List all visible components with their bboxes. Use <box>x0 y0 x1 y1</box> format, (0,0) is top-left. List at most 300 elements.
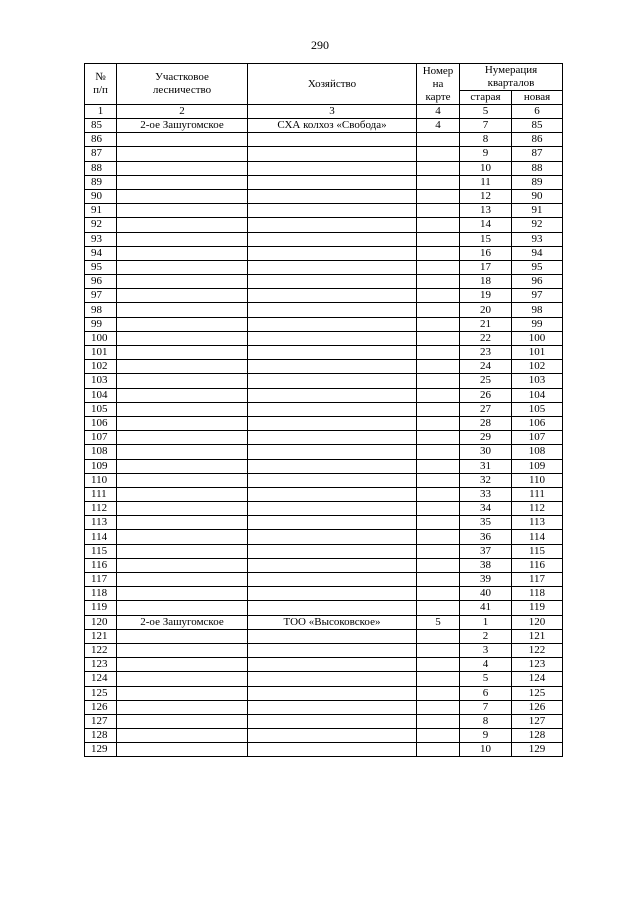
map-number-cell <box>417 189 460 203</box>
holding-cell <box>248 558 417 572</box>
row-number-cell: 113 <box>85 516 117 530</box>
row-number-cell: 87 <box>85 147 117 161</box>
map-number-cell <box>417 516 460 530</box>
new-quarter-cell: 99 <box>512 317 563 331</box>
forestry-cell <box>117 558 248 572</box>
header-old: старая <box>460 91 512 105</box>
row-number-cell: 98 <box>85 303 117 317</box>
new-quarter-cell: 102 <box>512 360 563 374</box>
old-quarter-cell: 12 <box>460 189 512 203</box>
old-quarter-cell: 18 <box>460 275 512 289</box>
new-quarter-cell: 97 <box>512 289 563 303</box>
row-number-cell: 86 <box>85 133 117 147</box>
table-row <box>85 119 563 133</box>
map-number-cell <box>417 374 460 388</box>
row-number-cell: 110 <box>85 473 117 487</box>
holding-cell <box>248 246 417 260</box>
table-row <box>85 445 563 459</box>
table-row <box>85 558 563 572</box>
old-quarter-cell: 10 <box>460 161 512 175</box>
row-number-cell: 123 <box>85 658 117 672</box>
map-number-cell <box>417 729 460 743</box>
holding-cell <box>248 331 417 345</box>
row-number-cell: 129 <box>85 743 117 757</box>
forestry-cell <box>117 629 248 643</box>
forestry-cell <box>117 459 248 473</box>
forestry-cell <box>117 445 248 459</box>
new-quarter-cell: 123 <box>512 658 563 672</box>
new-quarter-cell: 94 <box>512 246 563 260</box>
row-number-cell: 94 <box>85 246 117 260</box>
table-row <box>85 232 563 246</box>
column-number: 1 <box>85 105 117 119</box>
row-number-cell: 88 <box>85 161 117 175</box>
new-quarter-cell: 88 <box>512 161 563 175</box>
table-row <box>85 204 563 218</box>
map-number-cell <box>417 544 460 558</box>
column-number: 4 <box>417 105 460 119</box>
map-number-cell <box>417 672 460 686</box>
holding-cell <box>248 260 417 274</box>
map-number-cell <box>417 388 460 402</box>
map-number-cell <box>417 558 460 572</box>
map-number-cell <box>417 331 460 345</box>
map-number-cell <box>417 133 460 147</box>
map-number-cell <box>417 643 460 657</box>
row-number-cell: 107 <box>85 431 117 445</box>
holding-cell <box>248 189 417 203</box>
old-quarter-cell: 2 <box>460 629 512 643</box>
table-row <box>85 587 563 601</box>
table-row <box>85 161 563 175</box>
row-number-cell: 116 <box>85 558 117 572</box>
row-number-cell: 117 <box>85 573 117 587</box>
new-quarter-cell: 95 <box>512 260 563 274</box>
table-row <box>85 260 563 274</box>
old-quarter-cell: 4 <box>460 658 512 672</box>
forestry-cell <box>117 700 248 714</box>
holding-cell <box>248 218 417 232</box>
old-quarter-cell: 26 <box>460 388 512 402</box>
table-row <box>85 388 563 402</box>
row-number-cell: 100 <box>85 331 117 345</box>
old-quarter-cell: 35 <box>460 516 512 530</box>
row-number-cell: 96 <box>85 275 117 289</box>
table-row <box>85 175 563 189</box>
table-row <box>85 473 563 487</box>
new-quarter-cell: 121 <box>512 629 563 643</box>
old-quarter-cell: 17 <box>460 260 512 274</box>
row-number-cell: 127 <box>85 714 117 728</box>
map-number-cell <box>417 303 460 317</box>
holding-cell: ТОО «Высоковское» <box>248 615 417 629</box>
new-quarter-cell: 93 <box>512 232 563 246</box>
new-quarter-cell: 114 <box>512 530 563 544</box>
holding-cell <box>248 714 417 728</box>
row-number-cell: 97 <box>85 289 117 303</box>
table-row <box>85 714 563 728</box>
map-number-cell <box>417 502 460 516</box>
new-quarter-cell: 90 <box>512 189 563 203</box>
table-row <box>85 672 563 686</box>
old-quarter-cell: 1 <box>460 615 512 629</box>
quarters-table <box>84 63 563 757</box>
forestry-cell <box>117 388 248 402</box>
old-quarter-cell: 9 <box>460 147 512 161</box>
table-row <box>85 189 563 203</box>
table-row <box>85 374 563 388</box>
forestry-cell <box>117 374 248 388</box>
forestry-cell: 2-ое Зашугомское <box>117 615 248 629</box>
new-quarter-cell: 85 <box>512 119 563 133</box>
table-row <box>85 502 563 516</box>
table-row <box>85 700 563 714</box>
forestry-cell <box>117 473 248 487</box>
map-number-cell <box>417 246 460 260</box>
row-number-cell: 85 <box>85 119 117 133</box>
new-quarter-cell: 108 <box>512 445 563 459</box>
page-number: 290 <box>311 38 329 52</box>
row-number-cell: 118 <box>85 587 117 601</box>
table-row <box>85 743 563 757</box>
holding-cell <box>248 672 417 686</box>
old-quarter-cell: 32 <box>460 473 512 487</box>
forestry-cell <box>117 402 248 416</box>
column-numbers-row <box>85 105 563 119</box>
header-map-number: Номер на карте <box>417 64 460 105</box>
new-quarter-cell: 89 <box>512 175 563 189</box>
forestry-cell <box>117 260 248 274</box>
row-number-cell: 93 <box>85 232 117 246</box>
table-header <box>85 64 563 119</box>
forestry-cell <box>117 218 248 232</box>
new-quarter-cell: 98 <box>512 303 563 317</box>
table-row <box>85 218 563 232</box>
new-quarter-cell: 100 <box>512 331 563 345</box>
row-number-cell: 126 <box>85 700 117 714</box>
forestry-cell <box>117 175 248 189</box>
old-quarter-cell: 11 <box>460 175 512 189</box>
old-quarter-cell: 7 <box>460 119 512 133</box>
table-body <box>85 119 563 757</box>
table-row <box>85 402 563 416</box>
row-number-cell: 112 <box>85 502 117 516</box>
new-quarter-cell: 103 <box>512 374 563 388</box>
row-number-cell: 102 <box>85 360 117 374</box>
map-number-cell <box>417 487 460 501</box>
holding-cell <box>248 686 417 700</box>
map-number-cell: 5 <box>417 615 460 629</box>
table-row <box>85 360 563 374</box>
holding-cell <box>248 346 417 360</box>
table-row <box>85 459 563 473</box>
new-quarter-cell: 106 <box>512 416 563 430</box>
forestry-cell <box>117 686 248 700</box>
new-quarter-cell: 115 <box>512 544 563 558</box>
header-quarter-numbering: Нумерация кварталов <box>460 64 563 91</box>
forestry-cell <box>117 232 248 246</box>
header-forestry: Участковое лесничество <box>117 64 248 105</box>
map-number-cell <box>417 161 460 175</box>
new-quarter-cell: 117 <box>512 573 563 587</box>
holding-cell <box>248 643 417 657</box>
new-quarter-cell: 86 <box>512 133 563 147</box>
table-row <box>85 147 563 161</box>
new-quarter-cell: 122 <box>512 643 563 657</box>
holding-cell <box>248 232 417 246</box>
map-number-cell <box>417 275 460 289</box>
new-quarter-cell: 112 <box>512 502 563 516</box>
row-number-cell: 105 <box>85 402 117 416</box>
holding-cell <box>248 487 417 501</box>
table-row <box>85 729 563 743</box>
map-number-cell <box>417 459 460 473</box>
holding-cell <box>248 431 417 445</box>
row-number-cell: 104 <box>85 388 117 402</box>
row-number-cell: 101 <box>85 346 117 360</box>
holding-cell <box>248 147 417 161</box>
row-number-cell: 90 <box>85 189 117 203</box>
holding-cell <box>248 175 417 189</box>
row-number-cell: 122 <box>85 643 117 657</box>
old-quarter-cell: 16 <box>460 246 512 260</box>
old-quarter-cell: 25 <box>460 374 512 388</box>
map-number-cell <box>417 416 460 430</box>
forestry-cell <box>117 544 248 558</box>
forestry-cell <box>117 743 248 757</box>
map-number-cell <box>417 431 460 445</box>
map-number-cell <box>417 346 460 360</box>
old-quarter-cell: 24 <box>460 360 512 374</box>
forestry-cell <box>117 275 248 289</box>
column-number: 5 <box>460 105 512 119</box>
forestry-cell <box>117 502 248 516</box>
map-number-cell <box>417 289 460 303</box>
forestry-cell <box>117 246 248 260</box>
map-number-cell <box>417 658 460 672</box>
forestry-cell <box>117 573 248 587</box>
new-quarter-cell: 110 <box>512 473 563 487</box>
new-quarter-cell: 111 <box>512 487 563 501</box>
holding-cell <box>248 573 417 587</box>
table-row <box>85 246 563 260</box>
holding-cell <box>248 445 417 459</box>
old-quarter-cell: 5 <box>460 672 512 686</box>
new-quarter-cell: 105 <box>512 402 563 416</box>
forestry-cell <box>117 643 248 657</box>
map-number-cell <box>417 700 460 714</box>
old-quarter-cell: 6 <box>460 686 512 700</box>
old-quarter-cell: 20 <box>460 303 512 317</box>
forestry-cell: 2-ое Зашугомское <box>117 119 248 133</box>
column-number: 2 <box>117 105 248 119</box>
map-number-cell <box>417 232 460 246</box>
map-number-cell <box>417 743 460 757</box>
new-quarter-cell: 96 <box>512 275 563 289</box>
forestry-cell <box>117 672 248 686</box>
row-number-cell: 103 <box>85 374 117 388</box>
table-row <box>85 615 563 629</box>
holding-cell <box>248 459 417 473</box>
holding-cell <box>248 473 417 487</box>
table-row <box>85 275 563 289</box>
map-number-cell <box>417 317 460 331</box>
old-quarter-cell: 40 <box>460 587 512 601</box>
table-row <box>85 658 563 672</box>
new-quarter-cell: 129 <box>512 743 563 757</box>
old-quarter-cell: 38 <box>460 558 512 572</box>
forestry-cell <box>117 416 248 430</box>
new-quarter-cell: 116 <box>512 558 563 572</box>
forestry-cell <box>117 346 248 360</box>
old-quarter-cell: 30 <box>460 445 512 459</box>
map-number-cell <box>417 204 460 218</box>
holding-cell <box>248 303 417 317</box>
table-row <box>85 317 563 331</box>
table-row <box>85 289 563 303</box>
old-quarter-cell: 27 <box>460 402 512 416</box>
table-row <box>85 629 563 643</box>
header-new: новая <box>512 91 563 105</box>
row-number-cell: 114 <box>85 530 117 544</box>
holding-cell <box>248 544 417 558</box>
header-holding: Хозяйство <box>248 64 417 105</box>
holding-cell <box>248 502 417 516</box>
new-quarter-cell: 109 <box>512 459 563 473</box>
new-quarter-cell: 92 <box>512 218 563 232</box>
map-number-cell <box>417 360 460 374</box>
old-quarter-cell: 31 <box>460 459 512 473</box>
map-number-cell <box>417 473 460 487</box>
table-row <box>85 133 563 147</box>
map-number-cell <box>417 402 460 416</box>
new-quarter-cell: 91 <box>512 204 563 218</box>
map-number-cell <box>417 445 460 459</box>
forestry-cell <box>117 289 248 303</box>
forestry-cell <box>117 601 248 615</box>
old-quarter-cell: 23 <box>460 346 512 360</box>
holding-cell <box>248 601 417 615</box>
table-row <box>85 530 563 544</box>
map-number-cell <box>417 573 460 587</box>
row-number-cell: 128 <box>85 729 117 743</box>
holding-cell <box>248 133 417 147</box>
forestry-cell <box>117 161 248 175</box>
holding-cell <box>248 629 417 643</box>
map-number-cell <box>417 601 460 615</box>
holding-cell <box>248 700 417 714</box>
table-row <box>85 487 563 501</box>
old-quarter-cell: 29 <box>460 431 512 445</box>
forestry-cell <box>117 147 248 161</box>
old-quarter-cell: 33 <box>460 487 512 501</box>
old-quarter-cell: 22 <box>460 331 512 345</box>
forestry-cell <box>117 189 248 203</box>
table-row <box>85 643 563 657</box>
holding-cell <box>248 658 417 672</box>
holding-cell: СХА колхоз «Свобода» <box>248 119 417 133</box>
new-quarter-cell: 104 <box>512 388 563 402</box>
new-quarter-cell: 124 <box>512 672 563 686</box>
row-number-cell: 99 <box>85 317 117 331</box>
map-number-cell <box>417 147 460 161</box>
forestry-cell <box>117 658 248 672</box>
map-number-cell <box>417 530 460 544</box>
forestry-cell <box>117 133 248 147</box>
holding-cell <box>248 388 417 402</box>
new-quarter-cell: 118 <box>512 587 563 601</box>
new-quarter-cell: 87 <box>512 147 563 161</box>
row-number-cell: 121 <box>85 629 117 643</box>
row-number-cell: 106 <box>85 416 117 430</box>
row-number-cell: 95 <box>85 260 117 274</box>
old-quarter-cell: 14 <box>460 218 512 232</box>
forestry-cell <box>117 303 248 317</box>
table-row <box>85 331 563 345</box>
holding-cell <box>248 289 417 303</box>
new-quarter-cell: 126 <box>512 700 563 714</box>
map-number-cell <box>417 260 460 274</box>
map-number-cell <box>417 629 460 643</box>
row-number-cell: 120 <box>85 615 117 629</box>
new-quarter-cell: 101 <box>512 346 563 360</box>
holding-cell <box>248 587 417 601</box>
holding-cell <box>248 729 417 743</box>
row-number-cell: 124 <box>85 672 117 686</box>
forestry-cell <box>117 331 248 345</box>
forestry-cell <box>117 487 248 501</box>
row-number-cell: 111 <box>85 487 117 501</box>
forestry-cell <box>117 714 248 728</box>
old-quarter-cell: 19 <box>460 289 512 303</box>
old-quarter-cell: 15 <box>460 232 512 246</box>
old-quarter-cell: 39 <box>460 573 512 587</box>
new-quarter-cell: 125 <box>512 686 563 700</box>
old-quarter-cell: 10 <box>460 743 512 757</box>
old-quarter-cell: 7 <box>460 700 512 714</box>
forestry-cell <box>117 204 248 218</box>
holding-cell <box>248 317 417 331</box>
holding-cell <box>248 416 417 430</box>
table-row <box>85 544 563 558</box>
map-number-cell <box>417 686 460 700</box>
holding-cell <box>248 374 417 388</box>
table-row <box>85 516 563 530</box>
row-number-cell: 119 <box>85 601 117 615</box>
map-number-cell <box>417 175 460 189</box>
holding-cell <box>248 360 417 374</box>
holding-cell <box>248 204 417 218</box>
forestry-cell <box>117 587 248 601</box>
old-quarter-cell: 3 <box>460 643 512 657</box>
new-quarter-cell: 128 <box>512 729 563 743</box>
row-number-cell: 125 <box>85 686 117 700</box>
row-number-cell: 91 <box>85 204 117 218</box>
column-number: 3 <box>248 105 417 119</box>
new-quarter-cell: 119 <box>512 601 563 615</box>
old-quarter-cell: 37 <box>460 544 512 558</box>
table-row <box>85 416 563 430</box>
table-row <box>85 601 563 615</box>
table-row <box>85 346 563 360</box>
header-number: № п/п <box>85 64 117 105</box>
new-quarter-cell: 113 <box>512 516 563 530</box>
table-row <box>85 431 563 445</box>
holding-cell <box>248 743 417 757</box>
map-number-cell <box>417 714 460 728</box>
holding-cell <box>248 161 417 175</box>
forestry-cell <box>117 729 248 743</box>
